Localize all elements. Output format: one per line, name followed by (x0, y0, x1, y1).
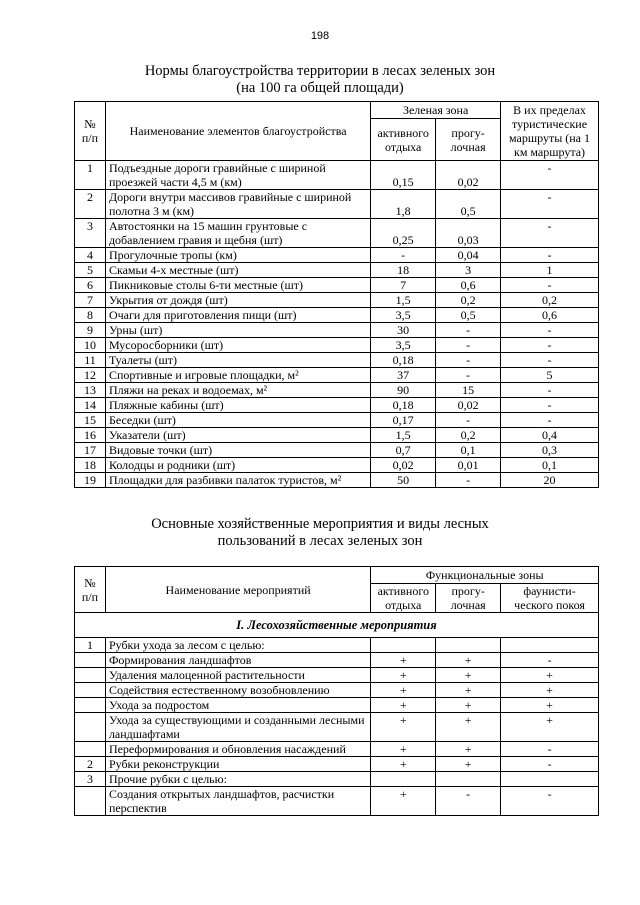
row-walk: + (436, 653, 501, 668)
row-walk: + (436, 757, 501, 772)
table-row (75, 757, 599, 772)
row-active: + (371, 787, 436, 816)
row-active: 1,8 (371, 190, 436, 219)
table-row (75, 653, 599, 668)
table-row (75, 787, 599, 816)
header-green-zone: Зеленая зона (371, 102, 501, 119)
row-walk: 3 (436, 263, 501, 278)
row-fauna: + (501, 698, 599, 713)
row-number: 12 (75, 368, 106, 383)
row-name: Мусоросборники (шт) (105, 338, 370, 353)
table-row (75, 161, 599, 190)
row-active: 0,7 (371, 443, 436, 458)
table-row (75, 638, 599, 653)
table-row (75, 473, 599, 488)
header-num: № п/п (75, 567, 106, 613)
header-walk: прогу-лочная (436, 584, 501, 613)
row-number: 8 (75, 308, 106, 323)
section-heading: I. Лесохозяйственные мероприятия (75, 613, 599, 638)
row-name: Видовые точки (шт) (105, 443, 370, 458)
row-name: Колодцы и родники (шт) (105, 458, 370, 473)
row-walk: 0,01 (436, 458, 501, 473)
row-walk: 0,04 (436, 248, 501, 263)
row-active: 3,5 (371, 308, 436, 323)
table-row (75, 413, 599, 428)
table1-title-line2: (на 100 га общей площади) (236, 80, 404, 96)
header-active: активного отдыха (371, 119, 436, 161)
row-active: + (371, 713, 436, 742)
table-row (75, 398, 599, 413)
row-number: 16 (75, 428, 106, 443)
row-tourist: - (501, 248, 599, 263)
row-fauna: - (501, 757, 599, 772)
row-number: 14 (75, 398, 106, 413)
table-row (75, 323, 599, 338)
row-name: Создания открытых ландшафтов, расчистки перспектив (105, 787, 370, 816)
header-active: активного отдыха (371, 584, 436, 613)
row-name: Ухода за существующими и созданными лесными ландшафтами (105, 713, 370, 742)
table-row (75, 308, 599, 323)
row-active: 18 (371, 263, 436, 278)
row-name: Прогулочные тропы (км) (105, 248, 370, 263)
row-walk: + (436, 683, 501, 698)
row-number: 7 (75, 293, 106, 308)
row-name: Удаления малоценной растительности (105, 668, 370, 683)
row-tourist: - (501, 278, 599, 293)
row-walk: - (436, 338, 501, 353)
table-row (75, 248, 599, 263)
row-fauna: - (501, 653, 599, 668)
table-row (75, 368, 599, 383)
row-fauna (501, 638, 599, 653)
row-active: + (371, 653, 436, 668)
row-number (75, 668, 106, 683)
row-active: + (371, 742, 436, 757)
row-active: 0,15 (371, 161, 436, 190)
row-name: Прочие рубки с целью: (105, 772, 370, 787)
row-name: Урны (шт) (105, 323, 370, 338)
table-row (75, 219, 599, 248)
row-tourist: 0,1 (501, 458, 599, 473)
row-active: + (371, 683, 436, 698)
row-number: 3 (75, 219, 106, 248)
row-number: 1 (75, 161, 106, 190)
table-row (75, 383, 599, 398)
row-name: Ухода за подростом (105, 698, 370, 713)
row-walk: + (436, 698, 501, 713)
row-name: Скамьи 4-х местные (шт) (105, 263, 370, 278)
row-tourist: - (501, 219, 599, 248)
row-fauna: + (501, 713, 599, 742)
amenity-norms-table (74, 101, 599, 488)
row-name: Спортивные и игровые площадки, м² (105, 368, 370, 383)
row-tourist: 0,3 (501, 443, 599, 458)
row-walk: - (436, 368, 501, 383)
row-active: - (371, 248, 436, 263)
row-fauna: - (501, 742, 599, 757)
forestry-measures-table (74, 566, 599, 816)
row-name: Переформирования и обновления насаждений (105, 742, 370, 757)
row-number: 15 (75, 413, 106, 428)
row-tourist: 20 (501, 473, 599, 488)
row-walk: + (436, 668, 501, 683)
row-tourist: - (501, 413, 599, 428)
row-active: 0,17 (371, 413, 436, 428)
row-active: 0,18 (371, 398, 436, 413)
row-number (75, 653, 106, 668)
row-tourist: - (501, 161, 599, 190)
row-number: 13 (75, 383, 106, 398)
table2-title-line1: Основные хозяйственные мероприятия и виды лесных (151, 516, 489, 532)
row-name: Подъездные дороги гравийные с шириной проезжей части 4,5 м (км) (105, 161, 370, 190)
table-row (75, 190, 599, 219)
table-row (75, 772, 599, 787)
row-tourist: 0,4 (501, 428, 599, 443)
row-walk (436, 638, 501, 653)
row-active: 30 (371, 323, 436, 338)
table-row (75, 668, 599, 683)
row-walk: 0,5 (436, 308, 501, 323)
row-walk: 0,6 (436, 278, 501, 293)
row-name: Площадки для разбивки палаток туристов, м² (105, 473, 370, 488)
row-walk: 0,2 (436, 293, 501, 308)
row-walk: + (436, 742, 501, 757)
row-name: Содействия естественному возобновлению (105, 683, 370, 698)
row-number (75, 742, 106, 757)
row-tourist: 5 (501, 368, 599, 383)
row-walk: 0,5 (436, 190, 501, 219)
row-walk: - (436, 323, 501, 338)
table-row (75, 742, 599, 757)
row-walk: 0,03 (436, 219, 501, 248)
row-active: 1,5 (371, 293, 436, 308)
row-active (371, 772, 436, 787)
row-name: Пикниковые столы 6-ти местные (шт) (105, 278, 370, 293)
row-walk: 0,2 (436, 428, 501, 443)
row-walk: - (436, 787, 501, 816)
row-number (75, 713, 106, 742)
row-number: 6 (75, 278, 106, 293)
header-name: Наименование мероприятий (105, 567, 370, 613)
row-name: Формирования ландшафтов (105, 653, 370, 668)
row-active (371, 638, 436, 653)
row-walk: 0,1 (436, 443, 501, 458)
row-active: 0,02 (371, 458, 436, 473)
row-tourist: - (501, 383, 599, 398)
table-row (75, 458, 599, 473)
row-walk: 15 (436, 383, 501, 398)
row-name: Дороги внутри массивов гравийные с шириной полотна 3 м (км) (105, 190, 370, 219)
table-row (75, 713, 599, 742)
header-walk: прогу-лочная (436, 119, 501, 161)
row-walk: - (436, 413, 501, 428)
row-name: Указатели (шт) (105, 428, 370, 443)
row-number: 9 (75, 323, 106, 338)
row-active: 0,25 (371, 219, 436, 248)
row-tourist: - (501, 323, 599, 338)
header-fauna: фаунисти-ческого покоя (501, 584, 599, 613)
row-number: 17 (75, 443, 106, 458)
row-number: 4 (75, 248, 106, 263)
row-walk: - (436, 353, 501, 368)
row-number: 5 (75, 263, 106, 278)
row-name: Рубки ухода за лесом с целью: (105, 638, 370, 653)
table-row (75, 698, 599, 713)
row-name: Пляжные кабины (шт) (105, 398, 370, 413)
row-tourist: 0,2 (501, 293, 599, 308)
page-number: 198 (310, 30, 330, 42)
row-name: Туалеты (шт) (105, 353, 370, 368)
row-number: 18 (75, 458, 106, 473)
row-fauna: + (501, 683, 599, 698)
table2-title-line2: пользований в лесах зеленых зон (217, 533, 423, 549)
row-fauna (501, 772, 599, 787)
header-zones: Функциональные зоны (371, 567, 599, 584)
row-walk: - (436, 473, 501, 488)
table-row (75, 293, 599, 308)
row-tourist: 1 (501, 263, 599, 278)
row-number: 11 (75, 353, 106, 368)
row-number (75, 787, 106, 816)
row-active: 7 (371, 278, 436, 293)
row-walk: + (436, 713, 501, 742)
row-active: 90 (371, 383, 436, 398)
row-active: 0,18 (371, 353, 436, 368)
row-tourist: - (501, 338, 599, 353)
row-active: 3,5 (371, 338, 436, 353)
table-row (75, 428, 599, 443)
table-row (75, 338, 599, 353)
table-row (75, 443, 599, 458)
row-active: 1,5 (371, 428, 436, 443)
row-name: Пляжи на реках и водоемах, м² (105, 383, 370, 398)
row-number: 19 (75, 473, 106, 488)
table-row (75, 353, 599, 368)
table-row (75, 263, 599, 278)
row-walk (436, 772, 501, 787)
row-active: 37 (371, 368, 436, 383)
row-number: 3 (75, 772, 106, 787)
table1-title-line1: Нормы благоустройства территории в лесах зеленых зон (144, 63, 496, 79)
row-number: 10 (75, 338, 106, 353)
table-row (75, 278, 599, 293)
row-number: 2 (75, 757, 106, 772)
row-walk: 0,02 (436, 161, 501, 190)
row-tourist: 0,6 (501, 308, 599, 323)
header-tourist: В их пределах туристические маршруты (на 1 км маршрута) (501, 102, 599, 161)
row-tourist: - (501, 190, 599, 219)
row-fauna: - (501, 787, 599, 816)
row-fauna: + (501, 668, 599, 683)
row-name: Укрытия от дождя (шт) (105, 293, 370, 308)
row-number: 2 (75, 190, 106, 219)
table-row (75, 683, 599, 698)
row-number: 1 (75, 638, 106, 653)
table1-title (0, 63, 640, 97)
row-walk: 0,02 (436, 398, 501, 413)
table2-title (0, 516, 640, 550)
header-name: Наименование элементов благоустройства (105, 102, 370, 161)
row-active: + (371, 698, 436, 713)
row-tourist: - (501, 398, 599, 413)
row-name: Беседки (шт) (105, 413, 370, 428)
row-tourist: - (501, 353, 599, 368)
row-active: 50 (371, 473, 436, 488)
row-name: Рубки реконструкции (105, 757, 370, 772)
row-number (75, 698, 106, 713)
row-active: + (371, 757, 436, 772)
header-num: № п/п (75, 102, 106, 161)
row-active: + (371, 668, 436, 683)
row-name: Автостоянки на 15 машин грунтовые с добавлением гравия и щебня (шт) (105, 219, 370, 248)
row-name: Очаги для приготовления пищи (шт) (105, 308, 370, 323)
row-number (75, 683, 106, 698)
